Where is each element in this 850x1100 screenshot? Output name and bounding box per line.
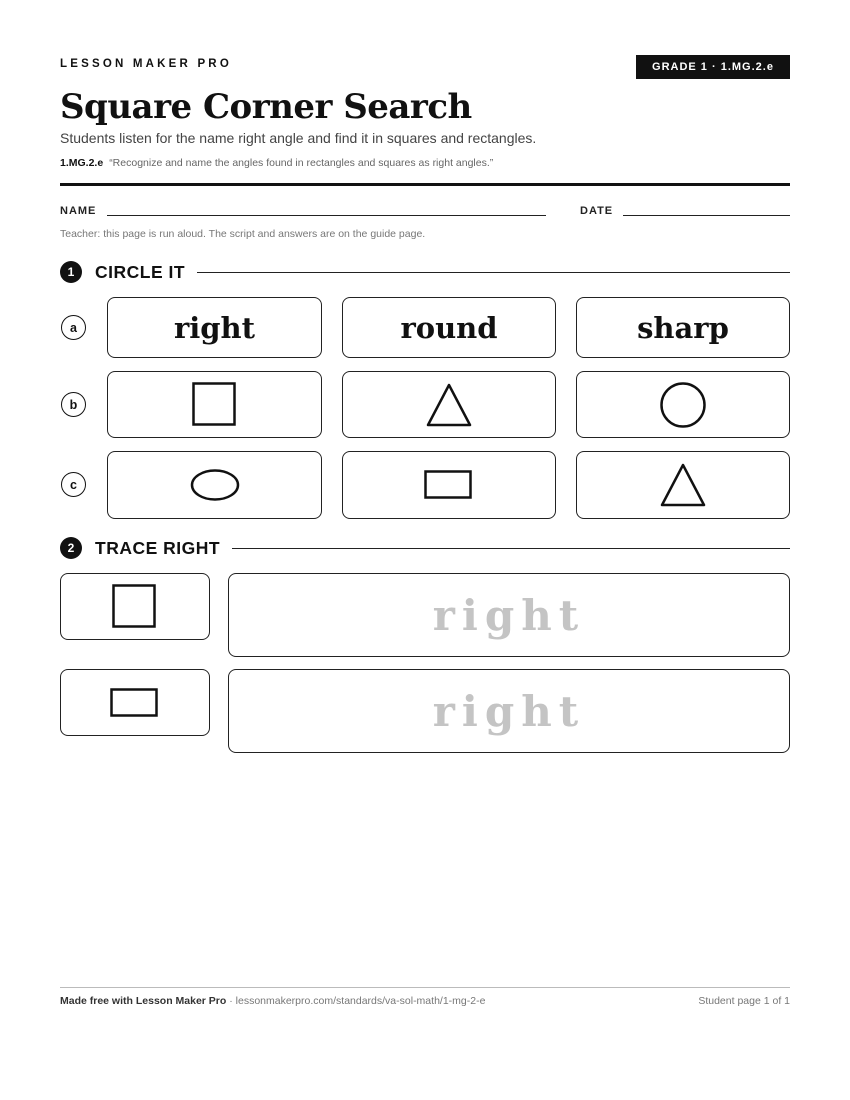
- section-2-header: [60, 536, 790, 560]
- page-subtitle: Students listen for the name right angle and find it in squares and rectangles.: [60, 130, 537, 146]
- choice-word: sharp: [637, 310, 729, 345]
- footer-divider: [60, 987, 790, 988]
- section-1-title: CIRCLE IT: [95, 261, 186, 282]
- trace-word: right: [432, 590, 586, 640]
- section-2-rule: [232, 548, 790, 549]
- footer-credit: [60, 995, 485, 1007]
- circle-icon: [659, 381, 707, 429]
- row-letter-a: a: [61, 315, 86, 340]
- date-label: DATE: [580, 205, 614, 217]
- choice-c-3[interactable]: [576, 451, 790, 519]
- name-field[interactable]: [107, 215, 546, 216]
- section-1-header: [60, 260, 790, 284]
- choice-c-1[interactable]: [107, 451, 322, 519]
- choice-a-1[interactable]: [107, 297, 322, 358]
- trace-word-box-1[interactable]: [228, 573, 790, 657]
- choice-word: right: [173, 310, 256, 345]
- standard-code: 1.MG.2.e: [60, 157, 104, 169]
- trace-word-box-2[interactable]: [228, 669, 790, 753]
- rectangle-icon: [110, 688, 160, 718]
- brand-label: LESSON MAKER PRO: [60, 58, 232, 70]
- page-title: Square Corner Search: [60, 87, 472, 127]
- rectangle-icon: [424, 470, 474, 500]
- choice-b-2[interactable]: [342, 371, 556, 438]
- choice-b-1[interactable]: [107, 371, 322, 438]
- section-2-title: TRACE RIGHT: [95, 537, 221, 558]
- triangle-icon: [425, 382, 473, 428]
- oval-icon: [189, 468, 241, 502]
- footer-separator: ·: [226, 995, 236, 1007]
- trace-shape-card-1: [60, 573, 210, 640]
- trace-word: right: [432, 686, 586, 736]
- section-1-number: 1: [60, 261, 82, 283]
- choice-b-3[interactable]: [576, 371, 790, 438]
- choice-a-3[interactable]: [576, 297, 790, 358]
- row-letter-b: b: [61, 392, 86, 417]
- footer-url-link[interactable]: lessonmakerpro.com/standards/va-sol-math/1-mg-2-e: [235, 995, 486, 1007]
- standard-text: “Recognize and name the angles found in rectangles and squares as right angles.”: [109, 157, 494, 169]
- trace-shape-card-2: [60, 669, 210, 736]
- choice-a-2[interactable]: [342, 297, 556, 358]
- choice-c-2[interactable]: [342, 451, 556, 519]
- footer-page-label: Student page 1 of 1: [698, 995, 790, 1007]
- standard-line: [60, 157, 493, 169]
- section-2-number: 2: [60, 537, 82, 559]
- section-1-rule: [197, 272, 790, 273]
- square-icon: [112, 584, 158, 630]
- choice-word: round: [400, 310, 498, 345]
- triangle-icon: [659, 462, 707, 508]
- name-label: NAME: [60, 205, 97, 217]
- row-letter-c: c: [61, 472, 86, 497]
- teacher-note: Teacher: this page is run aloud. The script and answers are on the guide page.: [60, 228, 426, 240]
- footer-made-with: Made free with Lesson Maker Pro: [60, 995, 227, 1007]
- square-icon: [192, 382, 238, 428]
- grade-badge: GRADE 1 · 1.MG.2.e: [636, 55, 790, 79]
- header-divider: [60, 183, 790, 186]
- date-field[interactable]: [623, 215, 790, 216]
